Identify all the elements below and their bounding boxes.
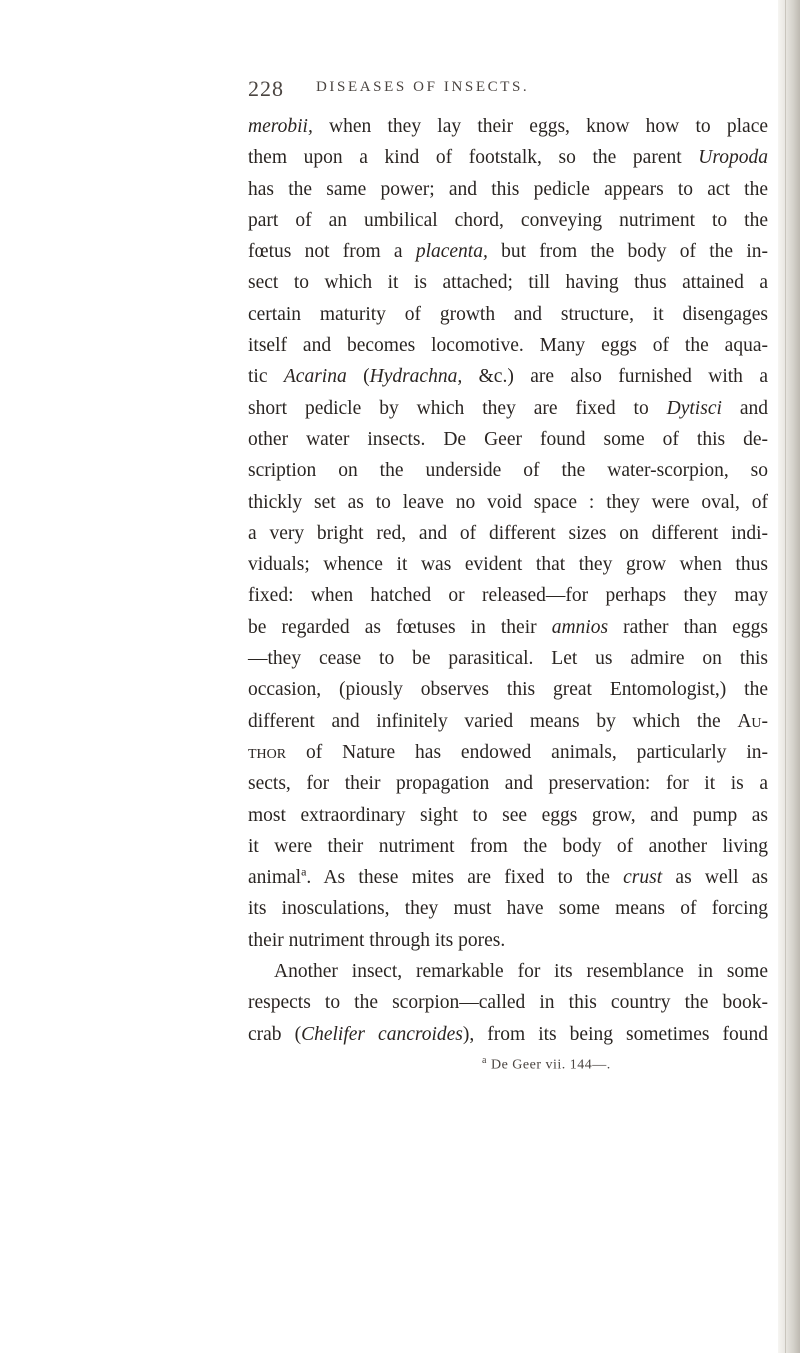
- text-run: when they lay their eggs, know how to place: [312, 116, 768, 137]
- text-line: [248, 706, 768, 737]
- text-line: [248, 236, 768, 267]
- running-head: DISEASES OF INSECTS.: [316, 79, 530, 95]
- text-run: other water insects. De Geer found some of this de-: [248, 428, 768, 450]
- footnote-ref: a: [301, 864, 307, 879]
- text-run: (: [346, 366, 370, 388]
- text-line: [248, 925, 768, 956]
- text-line: [248, 549, 768, 580]
- text-run: certain maturity of growth and structure, it disengages: [248, 303, 768, 325]
- text-line: [248, 612, 768, 643]
- text-run: itself and becomes locomotive. Many eggs of the aqua-: [248, 335, 768, 357]
- text-run: them upon a kind of footstalk, so the parent: [248, 147, 699, 169]
- text-run: Another insect, remarkable for its resemblance in some: [274, 961, 768, 983]
- text-line: [248, 174, 768, 205]
- text-line: [248, 393, 768, 424]
- text-small-caps: Au-: [737, 710, 768, 732]
- text-line: [248, 643, 768, 674]
- text-run: scription on the underside of the water-scorpion, so: [248, 460, 768, 482]
- text-line: [248, 142, 768, 173]
- text-run: —they cease to be parasitical. Let us admire on this: [248, 648, 768, 670]
- text-line: [248, 893, 768, 924]
- text-run: &c.) are also furnished with a: [462, 366, 768, 388]
- page-edge-shadow: [778, 0, 800, 1353]
- text-italic: amnios: [551, 616, 609, 638]
- page-header: [248, 76, 788, 106]
- text-line: [248, 299, 768, 330]
- text-italic: Dytisci: [666, 397, 722, 419]
- text-italic: Uropoda: [698, 147, 768, 169]
- text-run: sects, for their propagation and preservation: for it is a: [248, 773, 768, 795]
- text-run: but from the body of the in-: [487, 241, 769, 263]
- text-run: has the same power; and this pedicle appears to act the: [248, 178, 768, 200]
- text-line: [248, 580, 768, 611]
- text-line: [248, 455, 768, 486]
- text-line: [248, 424, 768, 455]
- text-run: sect to which it is attached; till having thus attained a: [248, 272, 768, 294]
- text-run: part of an umbilical chord, conveying nutriment to the: [248, 209, 768, 231]
- footnote: [482, 1055, 611, 1074]
- text-run: fixed: when hatched or released—for perhaps they may: [248, 585, 768, 607]
- text-line: [248, 361, 768, 392]
- text-italic: placenta,: [415, 241, 488, 263]
- text-run: short pedicle by which they are fixed to: [248, 397, 667, 419]
- text-line: [248, 518, 768, 549]
- text-italic: Chelifer cancroides: [301, 1023, 463, 1045]
- text-run: as well as: [662, 867, 769, 889]
- text-line: [248, 487, 768, 518]
- text-run: . As these mites are fixed to the: [306, 867, 624, 889]
- text-run: tic: [248, 366, 284, 388]
- text-run: occasion, (piously observes this great Entomologist,) the: [248, 679, 768, 701]
- text-italic: Hydrachna,: [369, 366, 463, 388]
- text-run: of Nature has endowed animals, particularly in-: [286, 741, 768, 763]
- text-line: [248, 956, 768, 987]
- text-line: [248, 205, 768, 236]
- page-edge-line: [785, 0, 786, 1353]
- text-line: [248, 768, 768, 799]
- text-run: ), from its being sometimes found: [462, 1023, 768, 1045]
- text-run: rather than eggs: [608, 616, 768, 638]
- text-line: [248, 987, 768, 1018]
- text-italic: merobii,: [248, 116, 313, 137]
- footnote-marker: a: [482, 1055, 487, 1066]
- text-line: [248, 862, 768, 893]
- text-italic: crust: [623, 867, 663, 889]
- text-line: [248, 674, 768, 705]
- text-run: their nutriment through its pores.: [248, 929, 506, 951]
- text-run: be regarded as fœtuses in their: [248, 616, 552, 638]
- text-run: most extraordinary sight to see eggs grow, and pump as: [248, 804, 768, 826]
- text-line: [248, 330, 768, 361]
- text-run: viduals; whence it was evident that they grow when thus: [248, 554, 768, 576]
- text-line: [248, 737, 768, 768]
- body-text: [248, 111, 768, 1050]
- text-run: animal: [248, 867, 302, 889]
- page-number: 228: [248, 76, 284, 101]
- text-run: fœtus not from a: [248, 241, 416, 263]
- text-run: it were their nutriment from the body of another living: [248, 835, 768, 857]
- text-line: [248, 267, 768, 298]
- text-run: thickly set as to leave no void space : they were oval, of: [248, 491, 768, 513]
- text-run: different and infinitely varied means by which the: [248, 710, 738, 732]
- text-run: its inosculations, they must have some means of forcing: [248, 898, 768, 920]
- text-run: and: [721, 397, 768, 419]
- text-line: [248, 831, 768, 862]
- text-italic: Acarina: [283, 366, 347, 388]
- footnote-text: De Geer vii. 144—.: [490, 1057, 611, 1073]
- text-run: crab (: [248, 1023, 302, 1045]
- text-small-caps: thor: [248, 741, 287, 763]
- text-run: respects to the scorpion—called in this country the book-: [248, 992, 768, 1014]
- text-line: [248, 1019, 768, 1050]
- text-line: [248, 111, 768, 142]
- text-line: [248, 800, 768, 831]
- text-run: a very bright red, and of different sizes on different indi-: [248, 522, 768, 544]
